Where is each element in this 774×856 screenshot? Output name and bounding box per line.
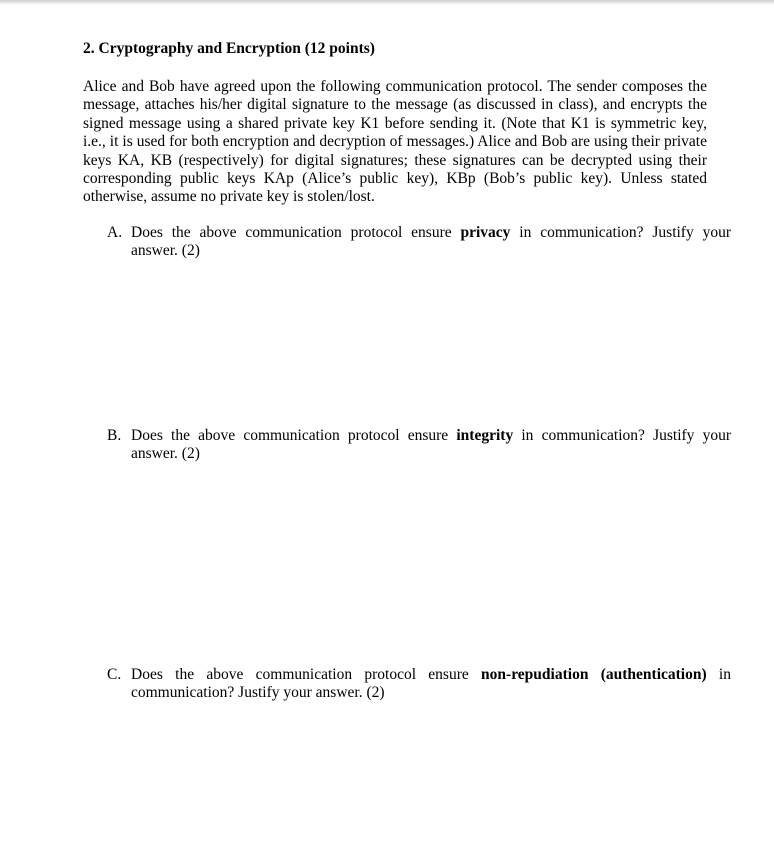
page-top-edge <box>0 0 774 5</box>
section-heading: 2. Cryptography and Encryption (12 points) <box>83 40 375 57</box>
question-keyword: integrity <box>456 427 514 444</box>
question-c <box>107 666 731 703</box>
question-letter: A. <box>107 224 123 241</box>
question-text-before: Does the above communication protocol ensure <box>131 224 461 241</box>
question-letter: B. <box>107 427 122 444</box>
question-text-before: Does the above communication protocol ensure <box>131 666 482 683</box>
question-b <box>107 427 731 464</box>
question-text-before: Does the above communication protocol ensure <box>131 427 457 444</box>
question-text-after: in communication? Justify your answer. (2) <box>131 427 731 463</box>
problem-statement: Alice and Bob have agreed upon the following communication protocol. The sender composes the message, attaches his/her digital signature to the message (as discussed in class), and encrypts the signed message using a shared private key K1 before sending it. (Note that K1 is symmetric key, i.e., it is used for both encryption and decryption of messages.) Alice and Bob are using their private keys KA, KB (respectively) for digital signatures; these signatures can be decrypted using their corresponding public keys KAp (Alice’s public key), KBp (Bob’s public key). Unless stated otherwise, assume no private key is stolen/lost. <box>83 78 707 206</box>
question-keyword: privacy <box>460 224 511 241</box>
question-a <box>107 224 731 261</box>
question-text-after: in communication? Justify your answer. (2) <box>131 224 731 260</box>
question-keyword: non-repudiation (authentication) <box>481 666 707 683</box>
question-letter: C. <box>107 666 122 683</box>
question-text-after: in communication? Justify your answer. (2) <box>131 666 731 702</box>
